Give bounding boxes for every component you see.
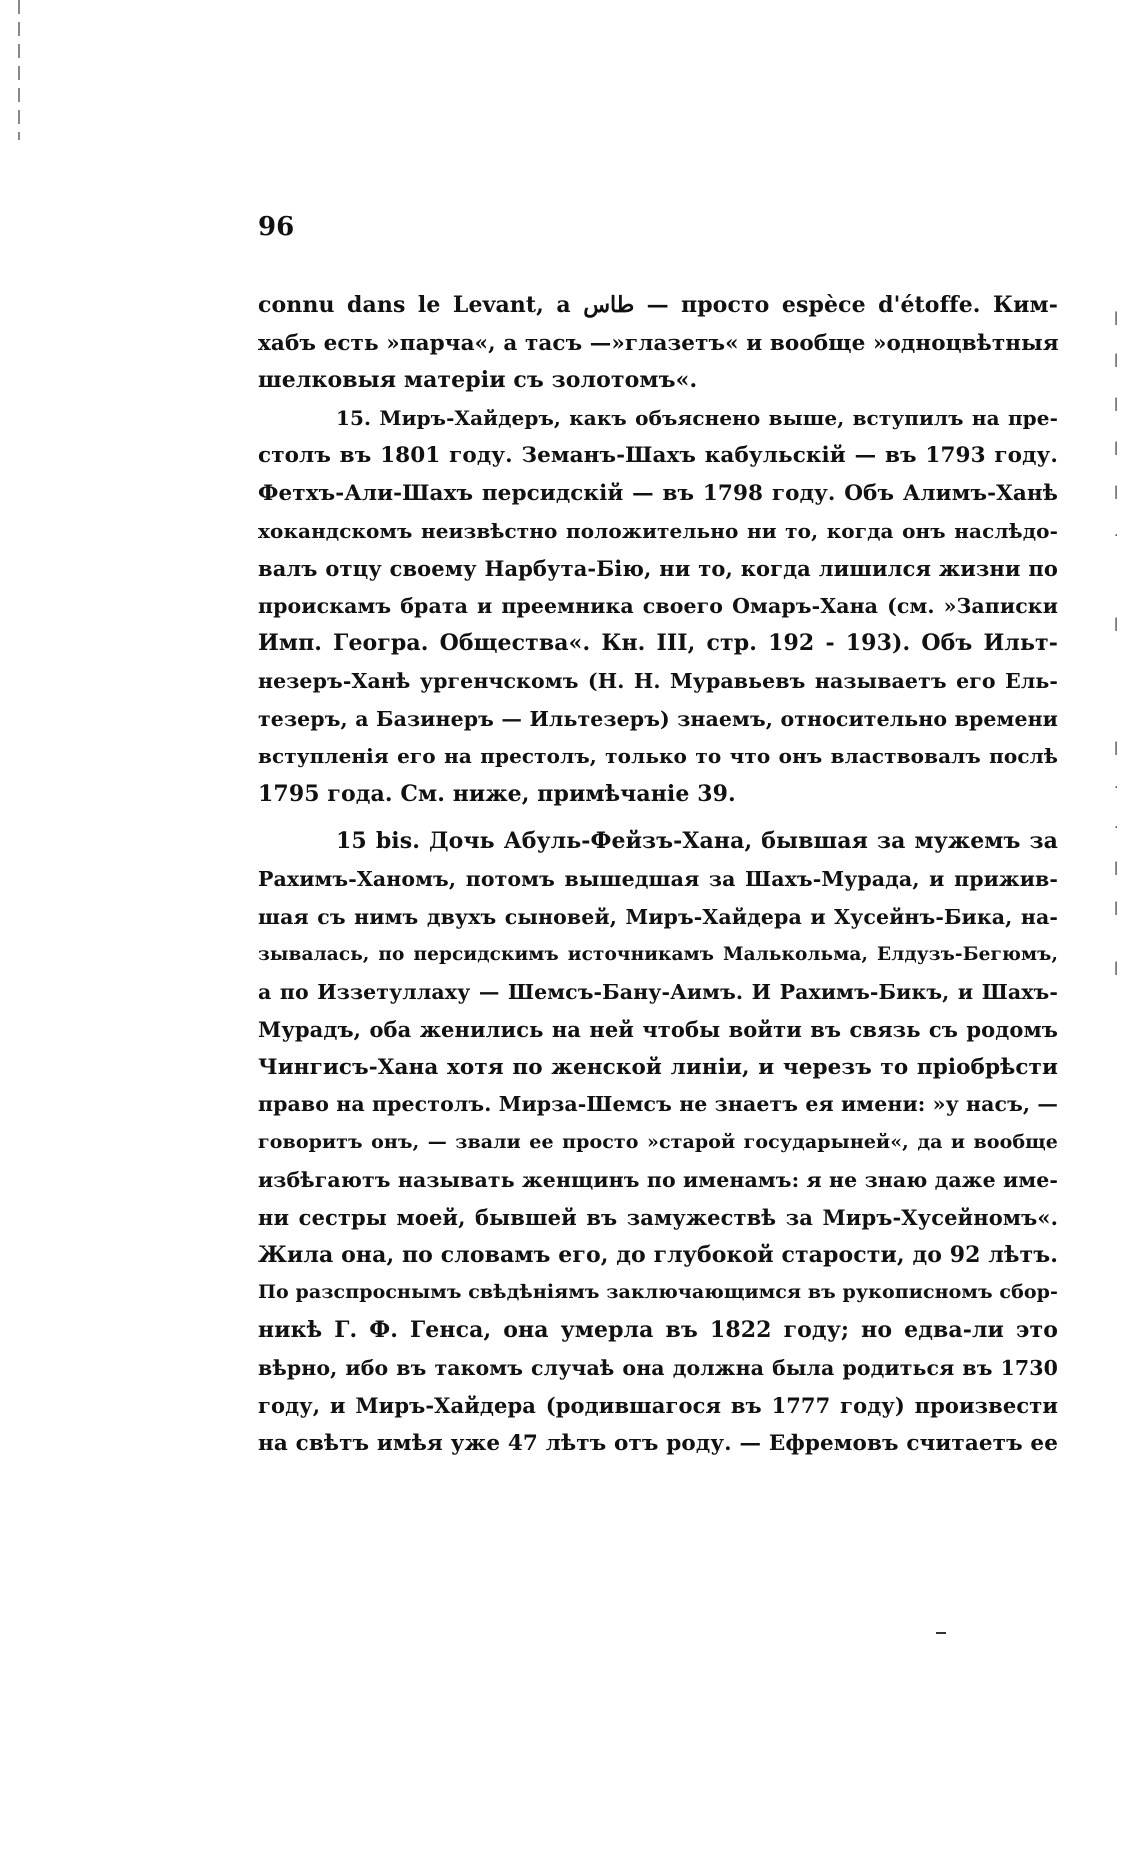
text-line: избѣгаютъ называть женщинъ по именамъ: я не знаю даже име- xyxy=(258,1167,1058,1192)
page-text xyxy=(258,287,1058,1462)
text-line: право на престолъ. Мирза-Шемсъ не знаетъ ея имени: »у насъ, — xyxy=(258,1092,1058,1117)
text-line: тезеръ, а Базинеръ — Ильтезеръ) знаемъ, относительно времени xyxy=(258,706,1058,731)
scan-left-edge-marks xyxy=(18,0,20,140)
text-line: никѣ Г. Ф. Генса, она умерла въ 1822 году; но едва-ли это xyxy=(258,1317,1058,1344)
text-line: connu dans le Levant, a طاس — просто espèce d'étoffe. Ким- xyxy=(258,292,1058,318)
text-line: на свѣтъ имѣя уже 47 лѣтъ отъ роду. — Ефремовъ считаетъ ее xyxy=(258,1430,1058,1456)
text-line: ни сестры моей, бывшей въ замужествѣ за Миръ-Хусейномъ«. xyxy=(258,1205,1058,1231)
text-line: вступленія его на престолъ, только то что онъ властвовалъ послѣ xyxy=(258,744,1058,769)
text-line: хокандскомъ неизвѣстно положительно ни то, когда онъ наслѣдо- xyxy=(258,518,1058,543)
text-line: По разспроснымъ свѣдѣніямъ заключающимся въ рукописномъ сбор- xyxy=(258,1281,1058,1304)
text-line: незеръ-Ханѣ ургенчскомъ (Н. Н. Муравьевъ называетъ его Ель- xyxy=(258,668,1058,693)
scan-bottom-dash xyxy=(936,1632,946,1634)
text-line: Жила она, по словамъ его, до глубокой старости, до 92 лѣтъ. xyxy=(258,1241,1058,1268)
text-line: столъ въ 1801 году. Земанъ-Шахъ кабульскій — въ 1793 году. xyxy=(258,443,1058,469)
text-line: зывалась, по персидскимъ источникамъ Малькольма, Елдузъ-Бегюмъ, xyxy=(258,944,1058,966)
text-line: а по Иззетуллаху — Шемсъ-Бану-Аимъ. И Рахимъ-Бикъ, и Шахъ- xyxy=(258,979,1058,1004)
text-line: Рахимъ-Ханомъ, потомъ вышедшая за Шахъ-Мурада, и прижив- xyxy=(258,866,1058,891)
text-line: шая съ нимъ двухъ сыновей, Миръ-Хайдера и Хусейнъ-Бика, на- xyxy=(258,904,1058,929)
text-line: вѣрно, ибо въ такомъ случаѣ она должна была родиться въ 1730 xyxy=(258,1355,1058,1380)
text-line: Фетхъ-Али-Шахъ персидскій — въ 1798 году. Объ Алимъ-Ханѣ xyxy=(258,480,1058,506)
text-line: Имп. Геогра. Общества«. Кн. III, стр. 192 - 193). Объ Ильт- xyxy=(258,630,1058,657)
text-line: 15. Миръ-Хайдеръ, какъ объяснено выше, вступилъ на пре- xyxy=(336,405,1058,430)
text-line: 1795 года. См. ниже, примѣчаніе 39. xyxy=(258,780,736,807)
text-line: говоритъ онъ, — звали ее просто »старой государыней«, да и вообще xyxy=(258,1131,1058,1154)
page-number: 96 xyxy=(258,212,295,242)
text-line: проискамъ брата и преемника своего Омаръ-Хана (см. »Записки xyxy=(258,593,1058,618)
text-line: году, и Миръ-Хайдера (родившагося въ 1777 году) произвести xyxy=(258,1393,1058,1419)
text-line: Чингисъ-Хана хотя по женской линіи, и черезъ то пріобрѣсти xyxy=(258,1054,1058,1080)
text-line: Мурадъ, оба женились на ней чтобы войти въ связь съ родомъ xyxy=(258,1017,1058,1043)
text-line: хабъ есть »парча«, а тасъ —»глазетъ« и вообще »одноцвѣтныя xyxy=(258,330,1059,356)
paragraph-gap xyxy=(258,813,1058,823)
text-line: 15 bis. Дочь Абуль-Фейзъ-Хана, бывшая за мужемъ за xyxy=(336,828,1058,855)
text-line: валъ отцу своему Нарбута-Бію, ни то, когда лишился жизни по xyxy=(258,556,1058,582)
text-line: шелковыя матеріи съ золотомъ«. xyxy=(258,367,698,394)
